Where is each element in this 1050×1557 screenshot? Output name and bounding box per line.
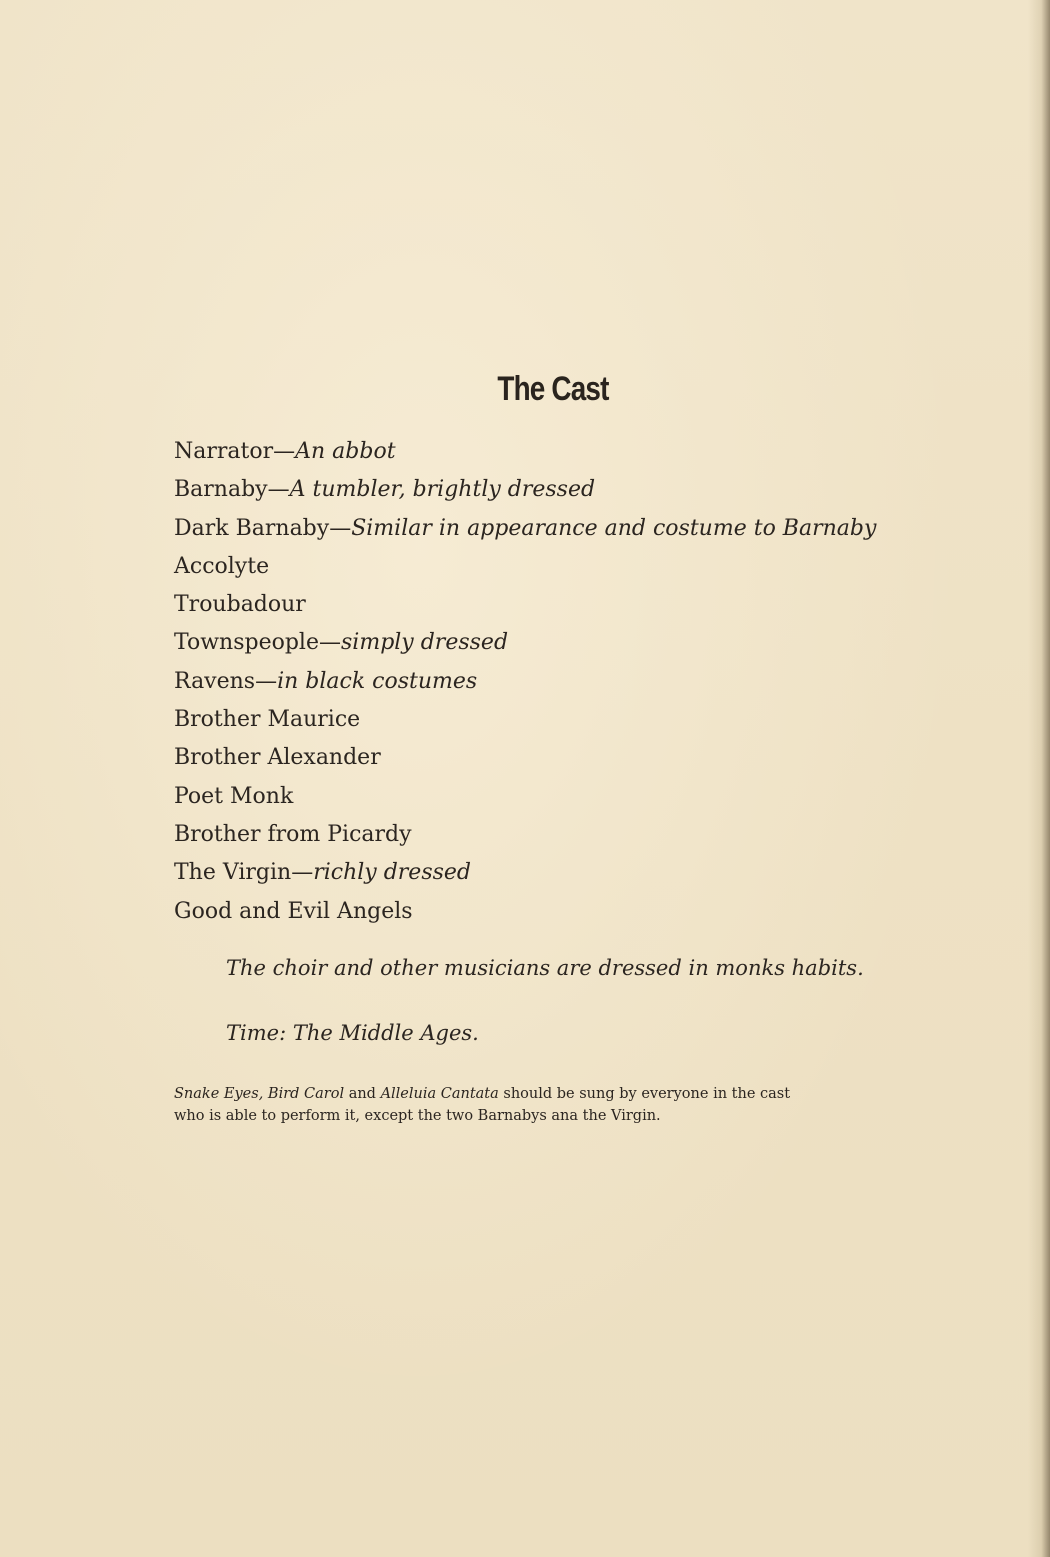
choir-note: The choir and other musicians are dressed in monks habits.	[226, 956, 864, 980]
footnote	[174, 1083, 924, 1127]
cast-separator: —	[319, 630, 341, 656]
cast-role: Troubadour	[174, 592, 306, 618]
page-title: The Cast	[497, 370, 609, 408]
cast-separator: —	[267, 477, 290, 503]
footnote-line-2: who is able to perform it, except the two Barnabys ana the Virgin.	[174, 1108, 661, 1124]
cast-item-the-virgin	[174, 854, 876, 892]
cast-role: Brother Maurice	[174, 707, 361, 733]
cast-role: Narrator	[174, 439, 274, 464]
cast-item-accolyte	[174, 548, 876, 586]
cast-item-ravens	[174, 663, 876, 701]
cast-role: Poet Monk	[174, 783, 294, 809]
cast-role: Brother from Picardy	[174, 821, 412, 847]
cast-item-poet-monk	[174, 778, 876, 816]
cast-role: Brother Alexander	[174, 745, 381, 771]
cast-description: simply dressed	[341, 630, 509, 656]
cast-item-good-and-evil-angels	[174, 893, 876, 931]
cast-role: The Virgin	[174, 860, 292, 886]
footnote-text: should be sung by everyone in the cast	[503, 1086, 791, 1102]
song-title: Bird Carol	[267, 1086, 345, 1102]
cast-item-dark-barnaby	[174, 510, 876, 548]
cast-separator: —	[273, 439, 296, 464]
cast-item-brother-from-picardy	[174, 816, 876, 854]
cast-description: An abbot	[295, 439, 396, 464]
cast-description: in black costumes	[277, 668, 478, 694]
cast-role: Barnaby	[174, 477, 268, 503]
cast-item-narrator	[174, 433, 876, 471]
cast-role: Dark Barnaby	[174, 515, 330, 541]
cast-description: Similar in appearance and costume to Barnaby	[351, 515, 877, 541]
song-title: Snake Eyes,	[174, 1086, 264, 1102]
cast-description: A tumbler, brightly dressed	[289, 477, 596, 503]
time-note: Time: The Middle Ages.	[226, 1021, 479, 1045]
cast-item-townspeople	[174, 624, 876, 662]
page-edge-shadow	[1028, 0, 1050, 1557]
cast-role: Accolyte	[174, 553, 270, 579]
cast-separator: —	[255, 668, 278, 694]
cast-item-troubadour	[174, 586, 876, 624]
cast-role: Townspeople	[174, 630, 319, 656]
cast-role: Ravens	[174, 668, 256, 694]
cast-separator: —	[329, 515, 352, 541]
song-title: Alleluia Cantata	[380, 1086, 499, 1102]
cast-item-brother-maurice	[174, 701, 876, 739]
cast-role: Good and Evil Angels	[174, 898, 413, 924]
footnote-and: and	[348, 1086, 376, 1102]
cast-description: richly dressed	[313, 860, 472, 886]
cast-separator: —	[291, 860, 314, 886]
cast-item-barnaby	[174, 471, 876, 509]
cast-list	[174, 433, 876, 931]
cast-item-brother-alexander	[174, 739, 876, 777]
footnote-line-1	[174, 1083, 924, 1105]
